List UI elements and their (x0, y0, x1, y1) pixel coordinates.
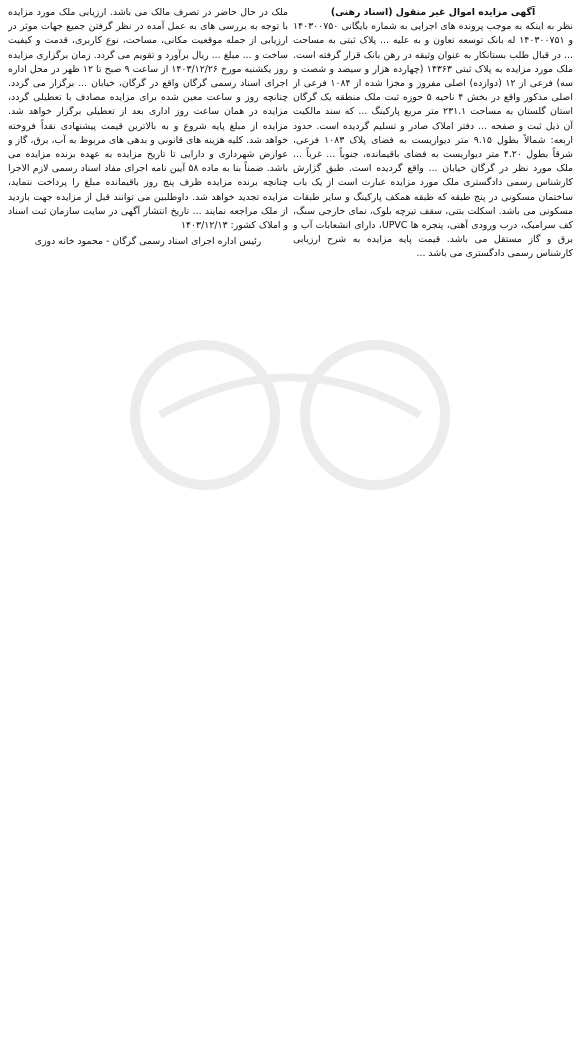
notice-title: آگهی مزایده اموال غیر منقول (اسناد رهنی) (330, 7, 536, 18)
notice-columns (8, 6, 573, 1043)
left-column (8, 6, 288, 1043)
right-column-body: نظر به اینکه به موجب پرونده های اجرایی به شماره بایگانی ۱۴۰۳۰۰۷۵۰ و ۱۴۰۳۰۰۷۵۱ له بانک توسعه تعاون و به علیه ... پلاک ثبتی به مساحت ... در قبال طلب بستانکار به عنوان وثیقه در رهن بانک قرار گرفته است. ملک مورد مزایده به پلاک ثبتی ۱۴۳۶۳ (چهارده هزار و سیصد و شصت و سه) فرعی از ۱۲ (دوازده) اصلی مفروز و مجزا شده از ۱۰۸۴ فرعی از اصلی مذکور واقع در بخش ۴ ناحیه ۵ حوزه ثبت ملک منطقه یک گرگان استان گلستان به مساحت ۲۳۱.۱ متر مربع پارکینگ ... که سند مالکیت آن ذیل ثبت و صفحه ... دفتر املاک صادر و تسلیم گردیده است. حدود اربعه: شمالاً بطول ۹.۱۵ متر دیواریست به فضای پلاک ۱۰۸۳ فرعی، شرقاً بطول ۴.۲۰ متر دیواریست به فضای باقیمانده، جنوباً ... غرباً ... ملک مورد نظر در گرگان خیابان ... واقع گردیده است. طبق گزارش کارشناس رسمی دادگستری ملک مورد مزایده عبارت است از یک باب ساختمان مسکونی در پنج طبقه که طبقه همکف پارکینگ و سایر طبقات مسکونی می باشد. اسکلت بتنی، سقف تیرچه بلوک، نمای خارجی سنگ، کف سرامیک، درب ورودی آهنی، پنجره ها UPVC، دارای انشعابات آب و برق و گاز مستقل می باشد. قیمت پایه مزایده به شرح ارزیابی کارشناس رسمی دادگستری می باشد ... (293, 21, 573, 260)
left-column-body: ملک در حال حاضر در تصرف مالک می باشد. ارزیابی ملک مورد مزایده با توجه به بررسی های به عمل آمده در نظر گرفتن جمیع جهات موثر در ارزیابی از جمله موقعیت مکانی، مساحت، نوع کاربری، قدمت و کیفیت ساخت و ... مبلغ ... ریال برآورد و تقویم می گردد. زمان برگزاری مزایده روز یکشنبه مورخ ۱۴۰۳/۱۲/۲۶ از ساعت ۹ صبح تا ۱۲ ظهر در محل اداره اجرای اسناد رسمی گرگان واقع در گرگان، خیابان ... برگزار می گردد. چنانچه روز و ساعت معین شده برای مزایده مصادف با تعطیلی گردد، مزایده در همان ساعت روز اداری بعد از تعطیلی برگزار خواهد شد. مزایده از مبلغ پایه شروع و به بالاترین قیمت پیشنهادی نقداً فروخته خواهد شد. کلیه هزینه های قانونی و بدهی های مربوط به آب، برق، گاز و عوارض شهرداری و دارایی تا تاریخ مزایده به عهده برنده مزایده می باشد. ضمناً بنا به ماده ۵۸ آیین نامه اجرای مفاد اسناد رسمی لازم الاجرا چنانچه برنده مزایده ظرف پنج روز باقیمانده مبلغ را پرداخت ننماید، مزایده تجدید خواهد شد. داوطلبین می توانند قبل از مزایده جهت بازدید از ملک مراجعه نمایند ... تاریخ انتشار آگهی در سایت سازمان ثبت اسناد و املاک کشور: ۱۴۰۳/۱۲/۱۳ (8, 7, 288, 232)
notice-signature: رئیس اداره اجرای اسناد رسمی گرگان - محمود خانه دوزی (34, 236, 262, 248)
right-column (293, 6, 573, 1043)
